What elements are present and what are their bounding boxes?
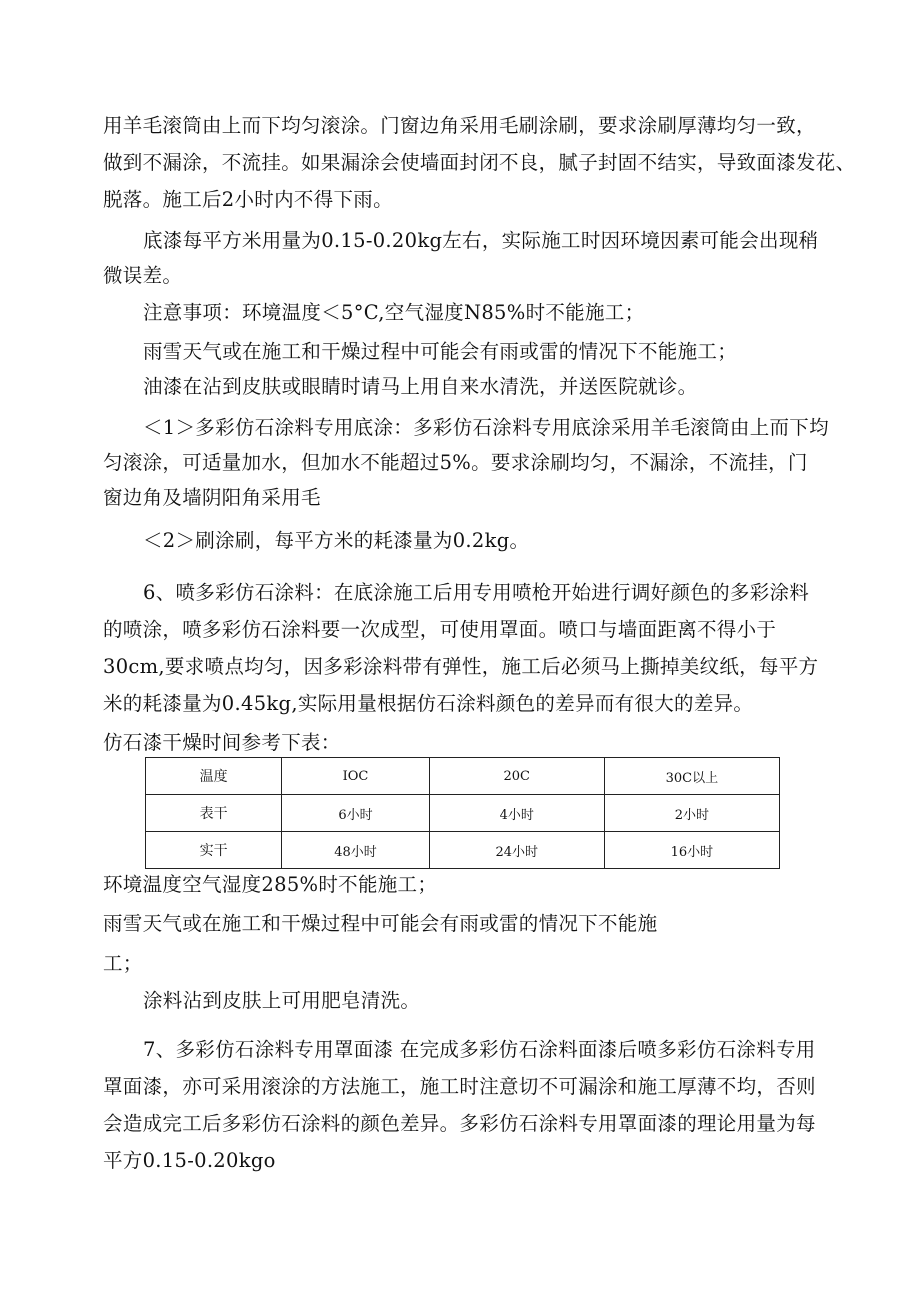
- notice-line: 雨雪天气或在施工和干燥过程中可能会有雨或雷的情况下不能施: [103, 912, 658, 935]
- paragraph-line: 匀滚涂，可适量加水，但加水不能超过5%。要求涂刷均匀，不漏涂，不流挂，门: [103, 451, 808, 474]
- table-header-cell: 20C: [429, 758, 604, 795]
- section-6-line: 6、喷多彩仿石涂料：在底涂施工后用专用喷枪开始进行调好颜色的多彩涂料: [143, 581, 810, 604]
- table-header-cell: 30C以上: [604, 758, 779, 795]
- table-cell: 16小时: [604, 832, 779, 869]
- paragraph-line: 罩面漆，亦可采用滚涂的方法施工，施工时注意切不可漏涂和施工厚薄不均，否则: [103, 1075, 816, 1098]
- table-cell: 48小时: [282, 832, 429, 869]
- table-row: [146, 795, 780, 832]
- section-7-line: 7、多彩仿石涂料专用罩面漆 在完成多彩仿石涂料面漆后喷多彩仿石涂料专用: [143, 1038, 816, 1061]
- table-cell: 6小时: [282, 795, 429, 832]
- paragraph-line: 用羊毛滚筒由上而下均匀滚涂。门窗边角采用毛刷涂刷，要求涂刷厚薄均匀一致，: [103, 114, 816, 137]
- paragraph-line: 底漆每平方米用量为0.15-0.20kg左右，实际施工时因环境因素可能会出现稍: [143, 229, 819, 252]
- table-header-cell: 温度: [146, 758, 282, 795]
- notice-line: 油漆在沾到皮肤或眼睛时请马上用自来水清洗，并送医院就诊。: [143, 375, 698, 398]
- table-header-row: [146, 758, 780, 795]
- table-header-cell: IOC: [282, 758, 429, 795]
- table-cell: 24小时: [429, 832, 604, 869]
- table-cell: 实干: [146, 832, 282, 869]
- paragraph-line: 米的耗漆量为0.45kg,实际用量根据仿石涂料颜色的差异而有很大的差异。: [103, 692, 754, 715]
- paragraph-line: 做到不漏涂，不流挂。如果漏涂会使墙面封闭不良，腻子封固不结实，导致面漆发花、: [103, 151, 856, 174]
- paragraph-line: ＜2＞刷涂刷，每平方米的耗漆量为0.2kg。: [143, 529, 530, 552]
- notice-line: 工；: [103, 952, 143, 975]
- notice-line: 环境温度空气湿度285%时不能施工；: [103, 873, 438, 896]
- paragraph-line: 的喷涂，喷多彩仿石涂料要一次成型，可使用罩面。喷口与墙面距离不得小于: [103, 618, 777, 641]
- table-cell: 4小时: [429, 795, 604, 832]
- drying-time-table: [145, 757, 780, 869]
- table-row: [146, 832, 780, 869]
- notice-line: 注意事项：环境温度＜5°C,空气湿度N85%时不能施工；: [143, 301, 645, 324]
- table-cell: 表干: [146, 795, 282, 832]
- table-caption: 仿石漆干燥时间参考下表：: [103, 731, 341, 754]
- paragraph-line: 平方0.15-0.20kgo: [103, 1149, 276, 1172]
- paragraph-line: ＜1＞多彩仿石涂料专用底涂：多彩仿石涂料专用底涂采用羊毛滚筒由上而下均: [143, 416, 829, 439]
- paragraph-line: 脱落。施工后2小时内不得下雨。: [103, 188, 393, 211]
- notice-line: 涂料沾到皮肤上可用肥皂清洗。: [143, 989, 421, 1012]
- paragraph-line: 30cm,要求喷点均匀，因多彩涂料带有弹性，施工后必须马上撕掉美纹纸，每平方: [103, 655, 819, 678]
- table-cell: 2小时: [604, 795, 779, 832]
- paragraph-line: 窗边角及墙阴阳角采用毛: [103, 486, 321, 509]
- notice-line: 雨雪天气或在施工和干燥过程中可能会有雨或雷的情况下不能施工；: [143, 340, 738, 363]
- paragraph-line: 微误差。: [103, 264, 183, 287]
- paragraph-line: 会造成完工后多彩仿石涂料的颜色差异。多彩仿石涂料专用罩面漆的理论用量为每: [103, 1112, 816, 1135]
